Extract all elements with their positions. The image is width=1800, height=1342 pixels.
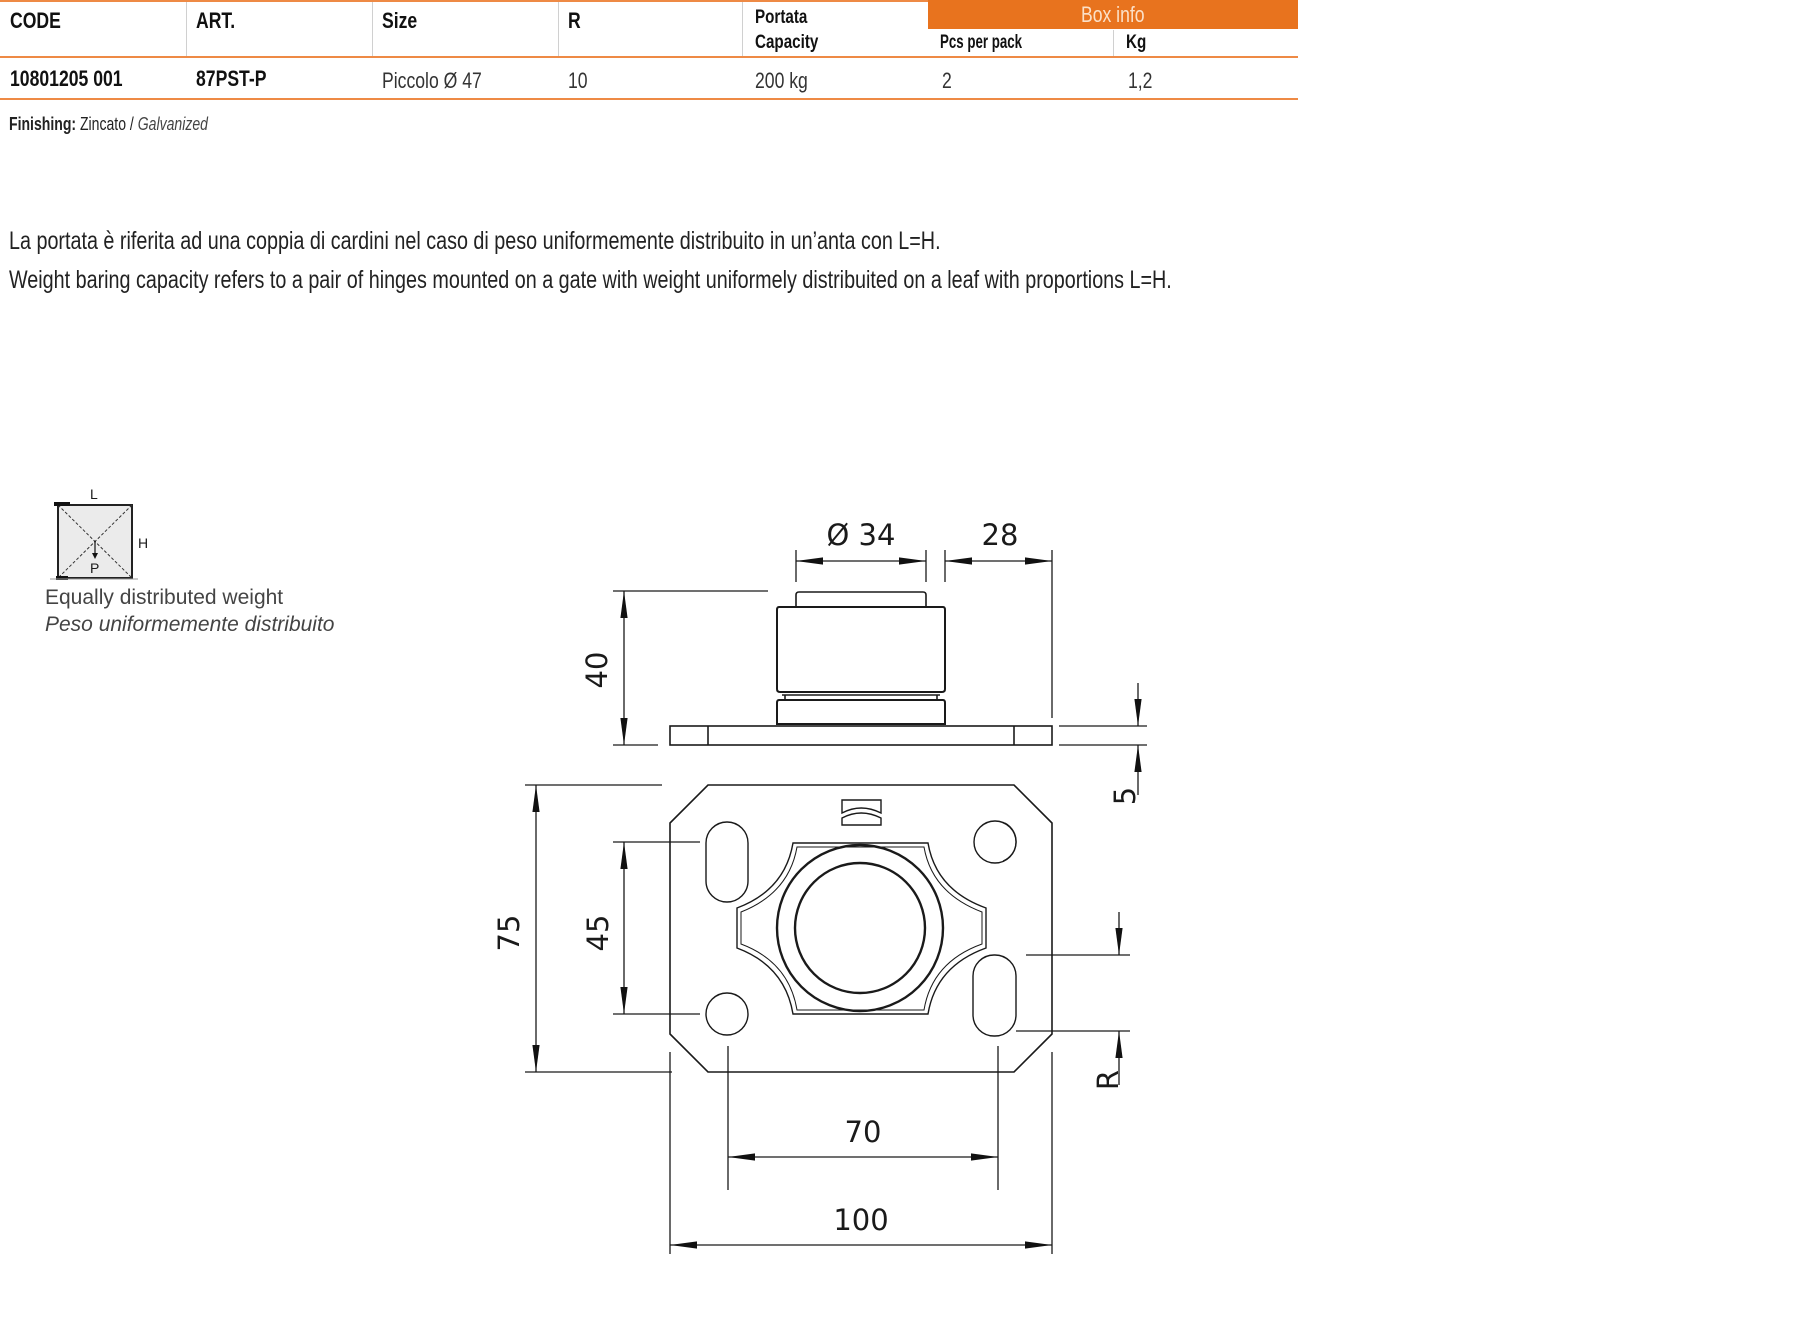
dim-plate-depth-label: 75: [492, 914, 526, 952]
header-kg: Kg: [1126, 32, 1147, 53]
header-capacity-en: Capacity: [755, 32, 819, 53]
box-info-label: Box info: [1081, 2, 1145, 27]
cell-kg: 1,2: [1128, 68, 1153, 93]
box-info-header: [928, 0, 1298, 29]
col-separator: [742, 2, 743, 56]
cell-capacity: 200 kg: [755, 68, 808, 93]
finishing-line: [9, 114, 264, 135]
side-view: [670, 592, 1052, 745]
finishing-label: Finishing:: [9, 114, 77, 134]
legend-label-l: L: [90, 486, 98, 502]
col-separator: [558, 2, 559, 56]
legend-label-h: H: [138, 535, 149, 551]
cell-r: 10: [568, 68, 588, 93]
dim-hole-spacing-v-label: 45: [581, 914, 615, 952]
finishing-separator: /: [126, 114, 138, 134]
note-italian: La portata è riferita ad una coppia di cardini nel caso di peso uniformemente distribuito in un’anta con L=H.: [9, 227, 941, 255]
finishing-value-it: Zincato: [79, 114, 127, 134]
gate-leaf-load-icon: [50, 488, 170, 583]
cell-art: 87PST-P: [196, 66, 267, 91]
dim-diameter-label: Ø 34: [826, 518, 896, 552]
finishing-value-en: Galvanized: [137, 114, 208, 134]
row-bottom-rule: [0, 98, 1298, 100]
plan-view: [670, 785, 1052, 1072]
legend-text-en: Equally distributed weight: [45, 586, 284, 609]
header-bottom-rule: [0, 56, 1298, 58]
cell-size: Piccolo Ø 47: [382, 68, 482, 93]
dim-hole-spacing-h-label: 70: [844, 1115, 882, 1149]
header-r: R: [568, 8, 581, 33]
dimension-lines: [525, 550, 1147, 1254]
legend-label-p: P: [90, 560, 100, 576]
dim-r-label: R: [1091, 1069, 1125, 1091]
header-pcs-per-pack: Pcs per pack: [940, 32, 1023, 53]
cell-code: 10801205 001: [10, 66, 123, 91]
dim-plate-width-label: 100: [833, 1203, 889, 1237]
cell-pcs-per-pack: 2: [942, 68, 952, 93]
note-english: Weight baring capacity refers to a pair of hinges mounted on a gate with weight uniformely distribuited on a leaf with proportions L=H.: [9, 266, 1172, 294]
dim-plate-thickness-label: 5: [1108, 786, 1142, 806]
dim-height-label: 40: [580, 651, 614, 689]
header-size: Size: [382, 8, 418, 33]
header-art: ART.: [196, 8, 236, 33]
col-separator: [372, 2, 373, 56]
col-separator: [186, 2, 187, 56]
table-top-rule: [0, 0, 928, 2]
dim-offset-label: 28: [981, 518, 1019, 552]
product-table: [0, 0, 1298, 100]
col-separator: [1113, 30, 1114, 56]
header-code: CODE: [10, 8, 61, 33]
header-capacity-it: Portata: [755, 7, 808, 28]
legend-text-it: Peso uniformemente distribuito: [45, 613, 335, 636]
